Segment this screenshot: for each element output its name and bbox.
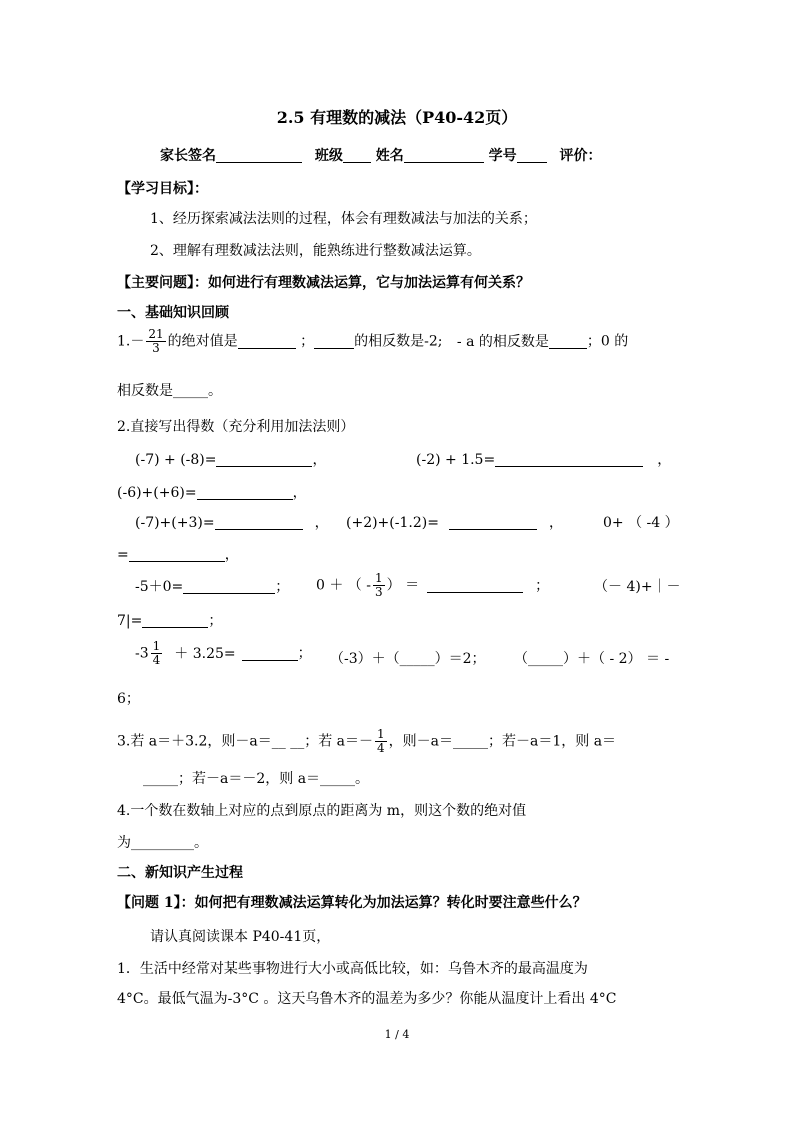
- name-blank[interactable]: [404, 148, 484, 163]
- q1-line1: [117, 328, 628, 355]
- q2-r2-tail: ，: [292, 485, 307, 501]
- q3-line1: [117, 728, 616, 755]
- id-blank[interactable]: [517, 148, 547, 163]
- q2-r3b-text: (+2)+(-1.2)=: [346, 515, 439, 531]
- q2-r4-text: =: [117, 547, 129, 563]
- q2-r3a-tail: ，: [314, 515, 329, 531]
- q2-r5b-num: 1: [375, 571, 383, 585]
- q2-r5b-pre: 0 ＋ （ -: [316, 577, 371, 594]
- goal-item-1: 1、经历探索减法法则的过程，体会有理数减法与加法的关系；: [150, 211, 537, 227]
- q2-r7a-num: 1: [152, 639, 161, 653]
- q1-prefix: 1.－: [117, 333, 145, 350]
- q3-fraction: [375, 728, 387, 755]
- q2-row4: [117, 544, 239, 564]
- read-instruction: 请认真阅读课本 P40-41页，: [150, 929, 331, 945]
- q2-r5a-blank[interactable]: [183, 579, 275, 594]
- q1-blank-1[interactable]: [238, 334, 296, 349]
- class-label: 班级: [314, 148, 343, 164]
- q2-heading: 2.直接写出得数（充分利用加法法则）: [117, 419, 355, 435]
- q1-frac-den: 3: [152, 341, 160, 355]
- q2-r1b-text: (-2) + 1.5=: [416, 452, 496, 468]
- goals-heading: 【学习目标】：: [117, 181, 208, 197]
- q2-r4-tail: ，: [224, 547, 239, 563]
- q2-row1-b: [416, 449, 671, 469]
- q3-part2: ，则－a＝_____；若－a＝1，则 a＝: [388, 733, 617, 750]
- page-title: 2.5 有理数的减法（P40-42页）: [276, 108, 518, 127]
- q1-line2: 相反数是_____。: [117, 383, 222, 399]
- q2-r1a-blank[interactable]: [216, 452, 312, 467]
- q2-row5-a: [135, 576, 289, 596]
- q1-blank-3[interactable]: [549, 334, 587, 349]
- q2-r6-tail: ；: [208, 613, 223, 629]
- q4-line1: 4.一个数在数轴上对应的点到原点的距离为 m，则这个数的绝对值: [117, 803, 527, 819]
- q2-r7a-den: 4: [152, 653, 161, 667]
- q2-row3-a: [135, 512, 329, 532]
- paragraph1-line2: 4°C。最低气温为-3°C 。这天乌鲁木齐的温差为多少？你能从温度计上看出 4°C: [117, 991, 617, 1007]
- q2-r7a-tail: ；: [297, 645, 312, 662]
- q2-r2-blank[interactable]: [197, 485, 293, 500]
- q2-row8: 6；: [117, 691, 140, 707]
- q2-r5b-fraction: [373, 572, 385, 599]
- q2-r7a-blank[interactable]: [242, 646, 298, 661]
- q1-part-b: ；: [300, 333, 315, 350]
- q2-row2: [117, 482, 307, 502]
- q1-frac-num: 21: [148, 327, 164, 341]
- q3-part1: 3.若 a＝＋3.2，则－a＝__ __；若 a＝－: [117, 733, 374, 750]
- q3-frac-den: 4: [377, 741, 385, 755]
- section1-heading: 一、基础知识回顾: [117, 305, 229, 321]
- q2-row5-c: （－ 4)+｜－: [594, 579, 681, 595]
- q2-r2-text: (-6)+(+6)=: [117, 485, 197, 501]
- problem1: 【问题 1】：如何把有理数减法运算转化为加法运算？转化时要注意些什么？: [117, 895, 587, 911]
- q2-r1a-text: (-7) + (-8)=: [135, 452, 217, 468]
- q2-row7-a: [135, 640, 312, 667]
- q2-r5b-post: ） ＝: [386, 577, 420, 594]
- q1-part-e: ；0 的: [586, 333, 629, 350]
- q2-r4-blank[interactable]: [129, 547, 225, 562]
- paragraph1-line1: 1．生活中经常对某些事物进行大小或高低比较，如：乌鲁木齐的最高温度为: [117, 961, 588, 977]
- q2-r3b-blank[interactable]: [449, 515, 537, 530]
- id-label: 学号: [488, 148, 517, 164]
- q2-r6-blank[interactable]: [142, 613, 208, 628]
- section2-heading: 二、新知识产生过程: [117, 865, 243, 881]
- q1-part-a: 的绝对值是: [167, 333, 238, 350]
- q2-r7a-pre: -3: [135, 645, 149, 662]
- q2-row3-c: 0+ （ -4 ）: [603, 515, 679, 531]
- q2-r5a-tail: ；: [275, 579, 290, 595]
- q2-r6-text: 7|=: [117, 613, 143, 629]
- q3-frac-num: 1: [377, 727, 385, 741]
- q2-row6: [117, 610, 222, 630]
- name-label: 姓名: [375, 148, 404, 164]
- page-number: 1 / 4: [384, 1028, 410, 1041]
- q2-row7-b: （-3）＋（_____）＝2；: [330, 651, 486, 667]
- main-question: 【主要问题】：如何进行有理数减法运算，它与加法运算有何关系？: [117, 275, 530, 291]
- q2-r1b-tail: ，: [657, 452, 672, 468]
- q2-row5-b: [316, 572, 549, 599]
- parent-sign-label: 家长签名: [160, 148, 216, 164]
- q2-r5b-tail: ；: [535, 577, 550, 594]
- eval-label: 评价：: [559, 148, 602, 164]
- q1-fraction: [146, 328, 165, 355]
- q1-blank-2[interactable]: [314, 334, 354, 349]
- q2-r5a-text: -5＋0=: [135, 579, 184, 595]
- q2-r7a-post: ＋ 3.25=: [174, 645, 236, 662]
- parent-sign-blank[interactable]: [216, 148, 302, 163]
- q1-part-d: - a 的相反数是: [456, 333, 549, 350]
- q2-r3a-blank[interactable]: [215, 515, 303, 530]
- signature-row: [160, 145, 602, 165]
- class-blank[interactable]: [343, 148, 371, 163]
- q2-row1-a: [135, 449, 326, 469]
- q3-line2: _____；若－a＝－2，则 a＝_____。: [143, 771, 370, 787]
- q1-part-c: 的相反数是-2;: [354, 333, 443, 350]
- q2-r5b-blank[interactable]: [427, 578, 523, 593]
- q2-row3-b: [346, 512, 563, 532]
- q2-r1a-tail: ，: [312, 452, 327, 468]
- q2-r1b-blank[interactable]: [495, 452, 643, 467]
- q2-r5b-den: 3: [375, 585, 383, 599]
- goal-item-2: 2、理解有理数减法法则，能熟练进行整数减法运算。: [150, 243, 481, 259]
- q2-row7-c: （_____）＋（ - 2） ＝ -: [514, 651, 670, 667]
- q2-r3a-text: (-7)+(+3)=: [135, 515, 215, 531]
- q2-r7a-fraction: [151, 640, 163, 667]
- q2-r3b-tail: ，: [548, 515, 563, 531]
- q4-line2: 为_________。: [117, 835, 208, 851]
